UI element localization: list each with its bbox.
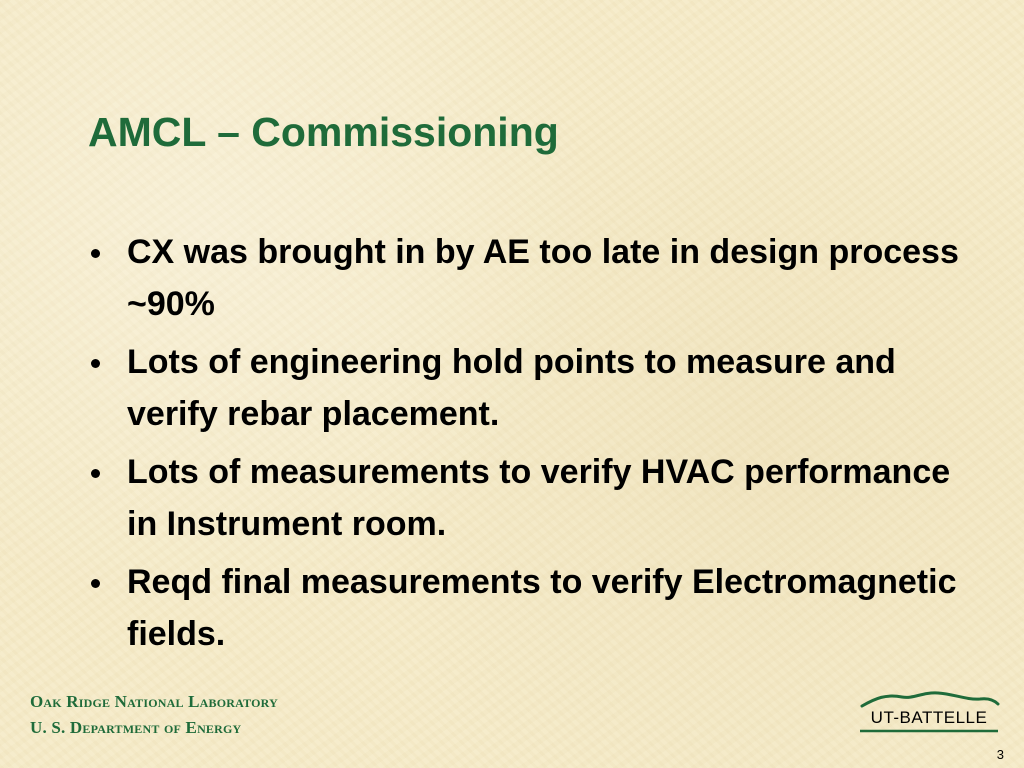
bullet-text: CX was brought in by AE too late in design process ~90% xyxy=(127,233,959,323)
bullet-dot-icon xyxy=(91,579,100,588)
logo-text: UT-BATTELLE xyxy=(870,708,988,727)
page-number: 3 xyxy=(996,747,1004,762)
bullet-list xyxy=(88,226,968,666)
bullet-text: Lots of measurements to verify HVAC performance in Instrument room. xyxy=(127,453,951,543)
bullet-dot-icon xyxy=(91,249,100,258)
bullet-dot-icon xyxy=(91,359,100,368)
bullet-item xyxy=(88,446,968,550)
bullet-text: Reqd final measurements to verify Electromagnetic fields. xyxy=(127,563,957,653)
footer-org-line-1: Oak Ridge National Laboratory xyxy=(30,692,278,711)
ut-battelle-logo xyxy=(858,690,1000,738)
bullet-item xyxy=(88,336,968,440)
footer-organization xyxy=(30,689,278,741)
bullet-item xyxy=(88,556,968,660)
slide-title: AMCL – Commissioning xyxy=(88,109,559,155)
footer-org-line-2: U. S. Department of Energy xyxy=(30,718,242,737)
bullet-text: Lots of engineering hold points to measure and verify rebar placement. xyxy=(127,343,896,433)
bullet-item xyxy=(88,226,968,330)
bullet-dot-icon xyxy=(91,469,100,478)
